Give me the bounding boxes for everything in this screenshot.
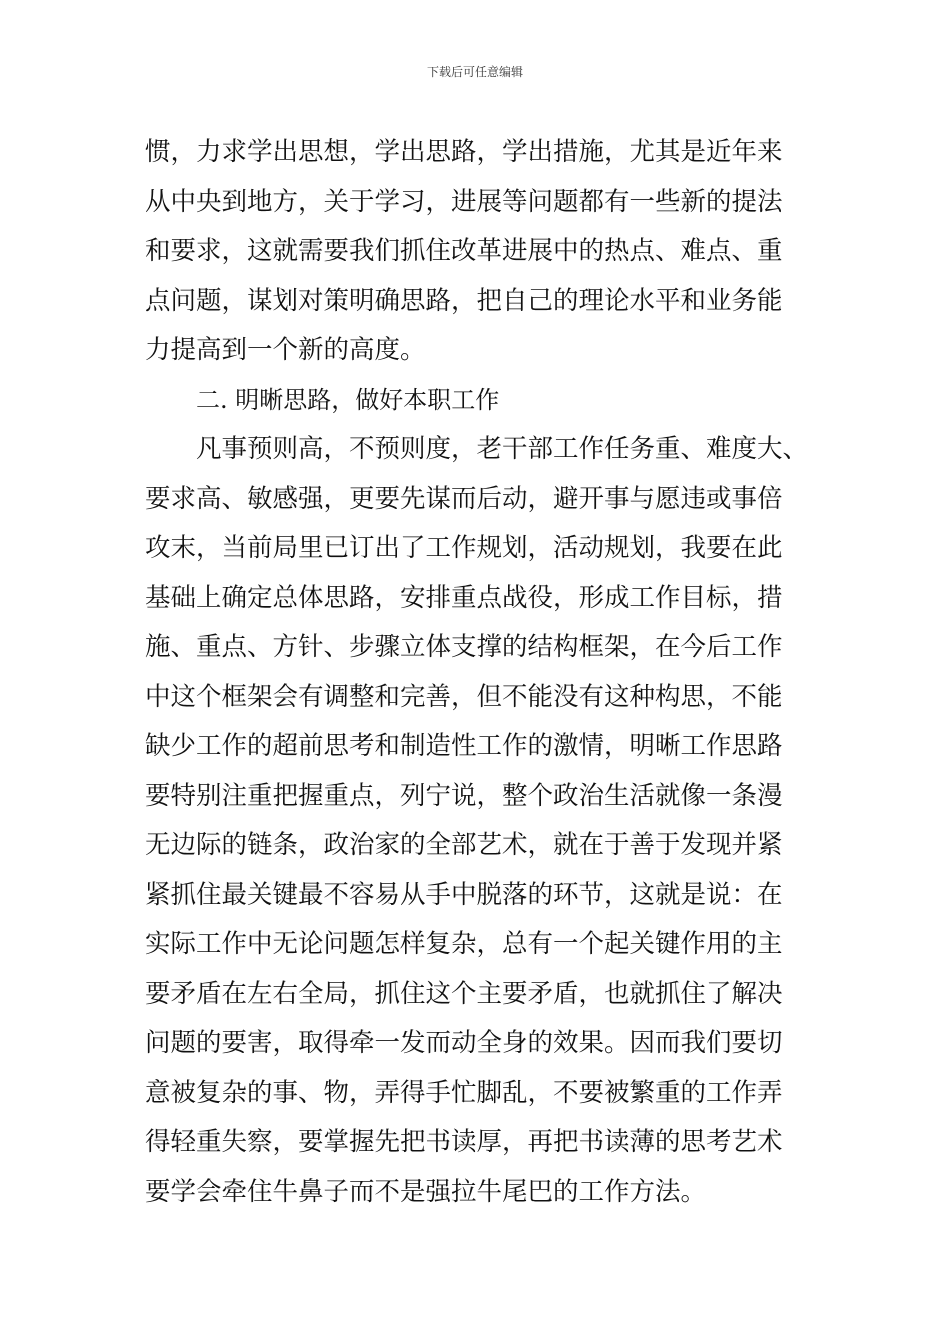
paragraph-line: 缺少工作的超前思考和制造性工作的激情，明晰工作思路 <box>145 731 783 761</box>
paragraph-line: 惯，力求学出思想，学出思路，学出措施，尤其是近年来 <box>145 137 783 167</box>
paragraph-continued <box>145 128 835 376</box>
paragraph-line: 要学会牵住牛鼻子而不是强拉牛尾巴的工作方法。 <box>145 1176 707 1207</box>
paragraph-line: 无边际的链条，政治家的全部艺术，就在于善于发现并紧 <box>145 830 783 860</box>
paragraph-line: 力提高到一个新的高度。 <box>145 335 426 365</box>
paragraph-line: 攻末，当前局里已订出了工作规划，活动规划，我要在此 <box>145 533 783 563</box>
document-body <box>145 128 835 1217</box>
paragraph-line: 实际工作中无论问题怎样复杂，总有一个起关键作用的主 <box>145 929 783 959</box>
paragraph-line: 要求高、敏感强，更要先谋而后动，避开事与愿违或事倍 <box>145 483 783 514</box>
paragraph-line: 意被复杂的事、物，弄得手忙脚乱，不要被繁重的工作弄 <box>145 1077 783 1108</box>
section-heading: 二. 明晰思路，做好本职工作 <box>196 385 500 414</box>
paragraph-main <box>145 425 835 1217</box>
paragraph-line: 基础上确定总体思路，安排重点战役，形成工作目标，措 <box>145 582 783 613</box>
paragraph-line: 要特别注重把握重点，列宁说，整个政治生活就像一条漫 <box>145 780 783 811</box>
paragraph-line: 施、重点、方针、步骤立体支撑的结构框架，在今后工作 <box>145 632 783 662</box>
paragraph-line: 要矛盾在左右全局，抓住这个主要矛盾，也就抓住了解决 <box>145 978 783 1009</box>
paragraph-line: 从中央到地方，关于学习，进展等问题都有一些新的提法 <box>145 186 783 217</box>
paragraph-line: 凡事预则高，不预则度，老干部工作任务重、难度大、 <box>196 434 809 464</box>
paragraph-line: 和要求，这就需要我们抓住改革进展中的热点、难点、重 <box>145 236 783 266</box>
paragraph-line: 得轻重失察，要掌握先把书读厚，再把书读薄的思考艺术 <box>145 1127 783 1157</box>
paragraph-line: 紧抓住最关键最不容易从手中脱落的环节，这就是说：在 <box>145 879 783 910</box>
paragraph-line: 中这个框架会有调整和完善，但不能没有这种构思，不能 <box>145 681 783 712</box>
paragraph-line: 问题的要害，取得牵一发而动全身的效果。因而我们要切 <box>145 1028 783 1058</box>
paragraph-line: 点问题，谋划对策明确思路，把自己的理论水平和业务能 <box>145 285 783 316</box>
page-header: 下载后可任意编辑 <box>426 65 523 79</box>
